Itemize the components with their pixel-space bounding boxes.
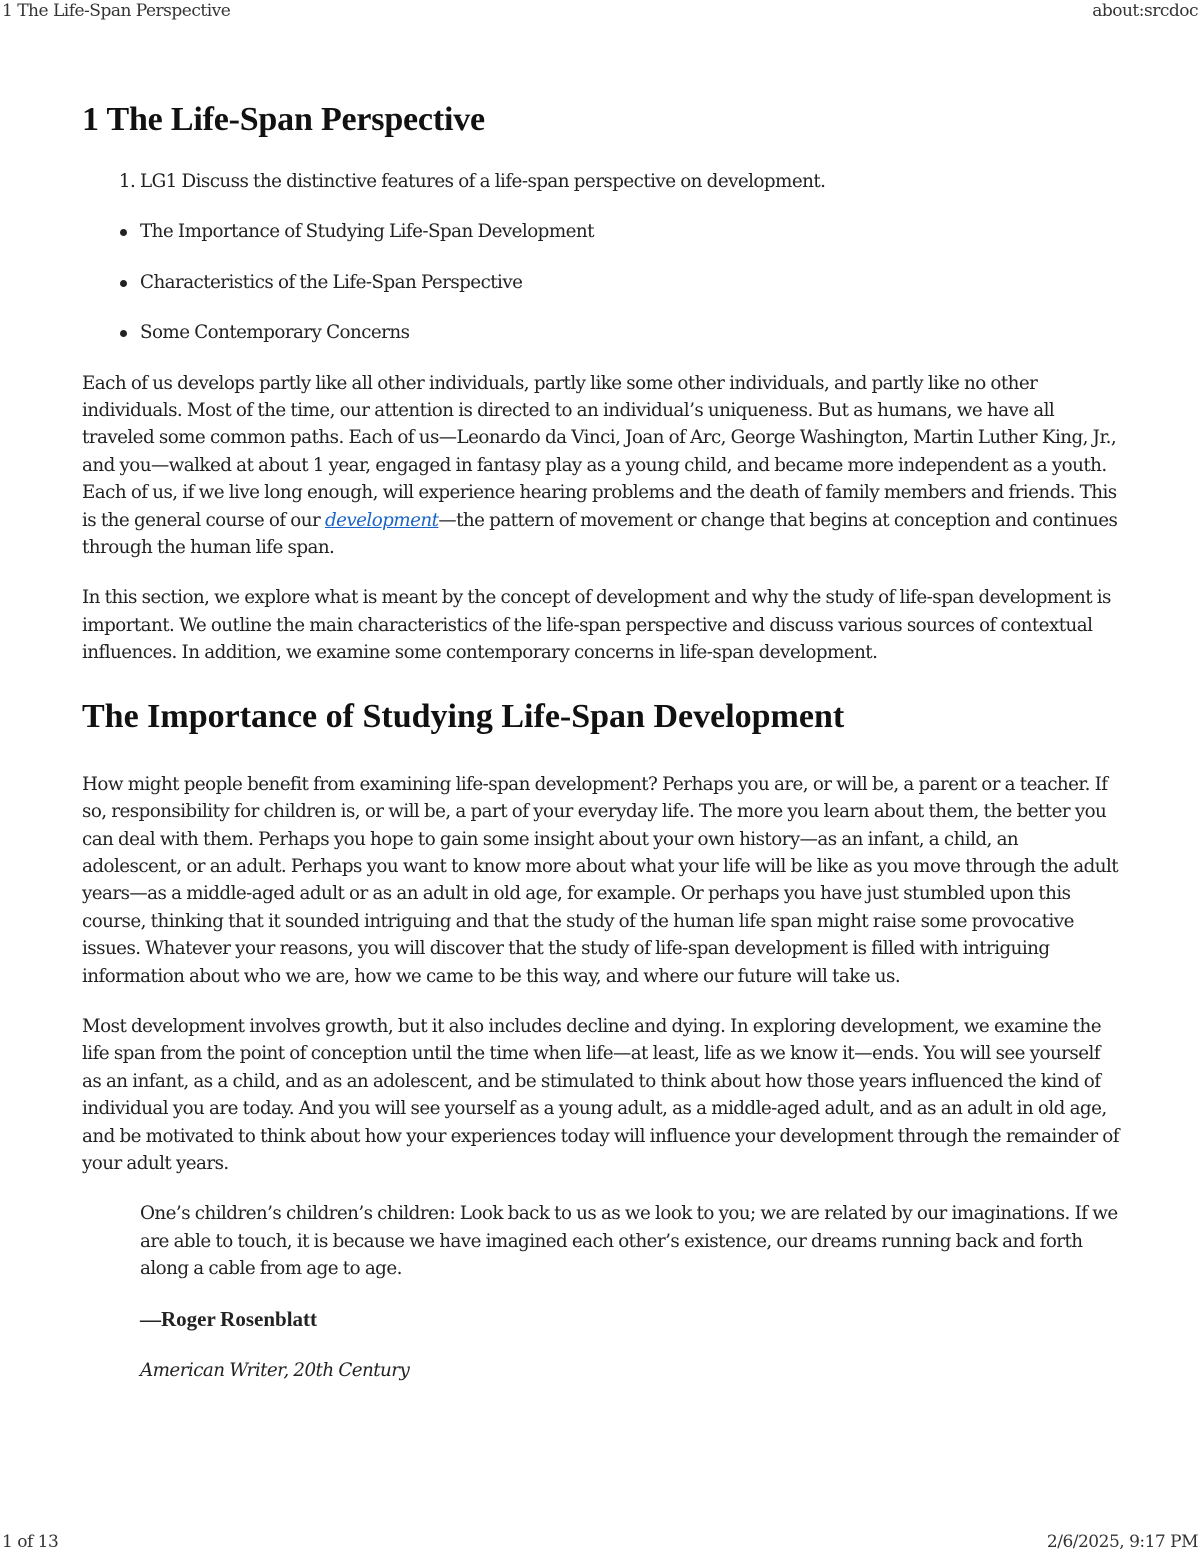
print-header-url: about:srcdoc — [1092, 1, 1198, 21]
development-term-link[interactable]: development — [324, 509, 439, 531]
quote-author-role: American Writer, 20th Century — [140, 1360, 410, 1381]
quote-text: One’s children’s children’s children: Look back to us as we look to you; we are related by our imaginations. If we are able to touch, it is because we have imagined each other’s existence, our dreams running back and forth along a cable from age to age. — [140, 1203, 1118, 1280]
topic-item: Characteristics of the Life-Span Perspective — [140, 269, 1122, 296]
intro-paragraph-1 — [82, 370, 1122, 562]
print-footer-datetime: 2/6/2025, 9:17 PM — [1046, 1532, 1198, 1552]
print-header — [0, 1, 1200, 25]
intro-paragraph-2: In this section, we explore what is meant by the concept of development and why the study of life-span development is important. We outline the main characteristics of the life-span perspective and discuss various sources of contextual influences. In addition, we examine some contemporary concerns in life-span development. — [82, 587, 1111, 664]
intro-text-after: —the pattern of movement or change that begins at conception and continues through the human life span. — [82, 509, 1118, 559]
epigraph-quote — [140, 1200, 1122, 1384]
document-content — [82, 96, 1122, 1407]
chapter-title: 1 The Life-Span Perspective — [82, 101, 485, 138]
learning-goals-list — [82, 168, 1122, 195]
section-paragraph-1: How might people benefit from examining life-span development? Perhaps you are, or will be, a parent or a teacher. If so, responsibility for children is, or will be, a part of your everyday life. The more you learn about them, the better you can deal with them. Perhaps you hope to gain some insight about your own history—as an infant, a child, an adolescent, or an adult. Perhaps you want to know more about what your life will be like as you move through the adult years—as a middle-aged adult or as an adult in old age, for example. Or perhaps you have just stumbled upon this course, thinking that it sounded intriguing and that the study of the human life span might raise some provocative issues. Whatever your reasons, you will discover that the study of life-span development is filled with intriguing information about who we are, how we came to be this way, and where our future will take us. — [82, 773, 1119, 987]
topic-item: The Importance of Studying Life-Span Development — [140, 218, 1122, 245]
quote-author — [140, 1306, 1122, 1334]
quote-author-name: —Roger Rosenblatt — [140, 1306, 318, 1331]
topics-list — [82, 218, 1122, 346]
topic-item: Some Contemporary Concerns — [140, 319, 1122, 346]
section-title: The Importance of Studying Life-Span Development — [82, 697, 845, 735]
learning-goal-item: 1. LG1 Discuss the distinctive features of a life-span perspective on development. — [140, 168, 1122, 195]
print-header-title: 1 The Life-Span Perspective — [2, 1, 231, 21]
print-footer — [0, 1532, 1200, 1553]
section-paragraph-2: Most development involves growth, but it also includes decline and dying. In exploring development, we examine the life span from the point of conception until the time when life—at least, life as we know it—ends. You will see yourself as an infant, as a child, and as an adolescent, and be stimulated to think about how those years influenced the kind of individual you are today. And you will see yourself as a young adult, as a middle-aged adult, and as an adult in old age, and be motivated to think about how your experiences today will influence your development through the remainder of your adult years. — [82, 1015, 1119, 1174]
intro-text-before: Each of us develops partly like all other individuals, partly like some other individuals, and partly like no other individuals. Most of the time, our attention is directed to an individual’s uniqueness. But as humans, we have all traveled some common paths. Each of us—Leonardo da Vinci, Joan of Arc, George Washington, Martin Luther King, Jr., and you—walked at about 1 year, engaged in fantasy play as a young child, and became more independent as a youth. Each of us, if we live long enough, will experience hearing problems and the death of family members and friends. This is the general course of our — [82, 372, 1117, 531]
print-footer-page: 1 of 13 — [2, 1532, 59, 1552]
